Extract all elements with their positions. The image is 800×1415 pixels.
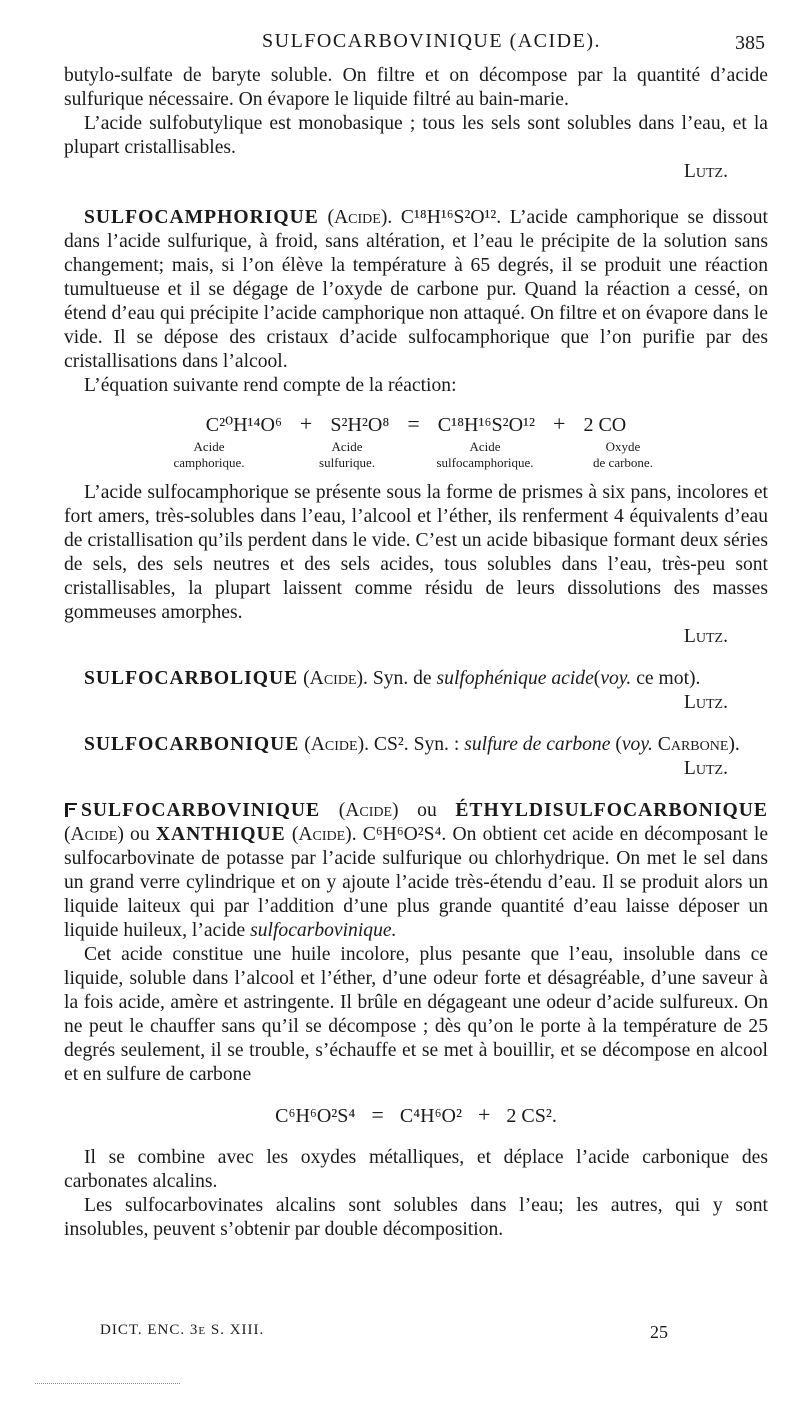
equation-operator: + xyxy=(477,1102,491,1127)
author-signature: Lutz. xyxy=(683,626,728,647)
entry-qualifier: (Acide). xyxy=(304,734,369,755)
running-header xyxy=(0,30,800,56)
equation-term: C¹⁸H¹⁶S²O¹² xyxy=(437,414,536,436)
entry-text: On obtient cet acide en décomposant le sulfocarbovinate de potasse par l’acide sulfurique ou chlorhydrique. On met le sel dans un grand verre cylindrique et on y ajoute l’acide très-étendu d’eau. Il se produit alors un liquide laiteux qui par l’addition d’une plus grande quantité d’eau laisse déposer un liquide huileux, l’acide xyxy=(64,824,769,941)
equation-label: Acide sulfurique. xyxy=(319,439,375,470)
entry-qualifier: (Acide). xyxy=(327,207,393,228)
entry-headword-alt: XANTHIQUE xyxy=(155,824,286,845)
paragraph: L’acide sulfocamphorique se présente sous la forme de prismes à six pans, incolores et fort amers, très-solubles dans l’eau, l’alcool et l’éther, ils renferment 4 équivalents d’eau de cristallisation qu’ils perdent dans le vide. C’est un acide bibasique formant deux séries de sels, des sels neutres et des sels acides, tous solubles dans l’eau, très-peu sont cristallisables, la plupart laissent comme résidu de leurs dissolutions des masses gommeuses amorphes. xyxy=(64,482,768,623)
equation-term: C²⁰H¹⁴O⁶ xyxy=(205,414,282,436)
dotted-rule xyxy=(35,1383,180,1384)
paragraph: L’acide sulfobutylique est monobasique ; tous les sels sont solubles dans l’eau, et la plupart cristallisables. xyxy=(64,113,768,158)
entry-text: Syn. : xyxy=(413,734,460,755)
page-footer xyxy=(0,1322,800,1346)
entry-sulfocarbonique: SULFOCARBONIQUE (Acide). CS². Syn. : sulfure de carbone (voy. Carbone). Lutz. xyxy=(64,733,768,781)
entry-sulfocamphorique xyxy=(64,206,768,649)
entry-sulfocarbolique: SULFOCARBOLIQUE (Acide). Syn. de sulfophénique acide(voy. ce mot). Lutz. xyxy=(64,667,768,715)
equation-operator: + xyxy=(553,411,566,436)
equation-label: Oxyde de carbone. xyxy=(593,439,653,470)
page-number: 385 xyxy=(735,32,765,54)
author-signature: Lutz. xyxy=(683,758,728,779)
author-signature: Lutz. xyxy=(683,692,728,713)
equation-term: C⁴H⁶O² xyxy=(399,1105,462,1127)
paragraph: Il se combine avec les oxydes métalliques, et déplace l’acide carbonique des carbonates alcalins. xyxy=(64,1147,768,1192)
equation-term: C⁶H⁶O²S⁴ xyxy=(275,1105,356,1127)
entry-sulfobutylique-continued xyxy=(64,64,768,184)
reaction-equation xyxy=(64,412,768,437)
chemical-formula: CS². xyxy=(373,734,409,755)
entry-headword: SULFOCARBOVINIQUE xyxy=(81,800,321,821)
entry-text: Syn. de xyxy=(372,668,432,689)
equation-intro: L’équation suivante rend compte de la réaction: xyxy=(84,375,457,396)
entry-headword-alt: ÉTHYLDISULFOCARBONIQUE xyxy=(455,800,769,821)
equation-term: 2 CS². xyxy=(506,1105,557,1127)
paragraph: butylo-sulfate de baryte soluble. On filtre et on décompose par la quantité d’acide sulfurique nécessaire. On évapore le liquide filtré au bain-marie. xyxy=(64,65,768,110)
equation-term: 2 CO xyxy=(583,414,627,436)
equation-operator: = xyxy=(407,411,420,436)
entry-headword: SULFOCAMPHORIQUE xyxy=(84,207,319,228)
equation-operator: + xyxy=(299,411,313,436)
equation-label: Acide camphorique. xyxy=(173,439,245,470)
printer-signature-mark: DICT. ENC. 3e S. XIII. xyxy=(100,1322,265,1338)
chemical-formula: C⁶H⁶O²S⁴. xyxy=(362,824,447,845)
fleuron-mark-icon xyxy=(64,802,78,818)
entry-text: L’acide camphorique se dissout dans l’acide sulfurique, à froid, sans altération, et l’eau le précipite de la solution sans changement; mais, si l’on élève la température à 65 degrés, il se produit une réaction tumultueuse et il se dégage de l’oxyde de carbone pur. Quand la réaction a cessé, on étend d’eau qui précipite l’acide camphorique non attaqué. On filtre et on évapore dans le vide. Il se dépose des cristaux d’acide sulfocamphorique que l’on purifie par des cristallisations dans l’alcool. xyxy=(64,207,768,372)
entry-sulfocarbovinique: SULFOCARBOVINIQUE (Acide) ou ÉTHYLDISULFOCARBONIQUE (Acide) ou XANTHIQUE (Acide). C⁶H⁶O²S⁴. On obtient cet acide en décomposant le sulfocarbovinate de potasse par l’acide sulfurique ou chlorhydrique. On met le sel dans un grand verre cylindrique et on y ajoute l’acide très-étendu d’eau. Il se produit alors un liquide laiteux qui par l’addition d’une plus grande quantité d’eau laisse déposer un liquide huileux, l’acide sulfocarbovinique. Cet acide constitue une huile incolore, plus pesante que l’eau, insoluble dans ce liquide, soluble dans l’alcool et l’éther, d’une odeur forte et désagréable, d’une saveur à la fois acide, amère et astringente. Il brûle en dégageant une odeur d’acide sulfureux. On ne peut le chauffer sans qu’il se décompose ; dès qu’on le porte à la température de 25 degrés seulement, il se trouble, s’échauffe et se met à bouillir, et se décompose en alcool et en sulfure de carbone C⁶H⁶O²S⁴ = C⁴H⁶O² + 2 CS². Il se combine avec les oxydes métalliques, et déplace l’acide carbonique des carbonates alcalins. Les sulfocarbovinates alcalins sont solubles dans l’eau; les autres, qui y sont insolubles, peuvent s’obtenir par double décomposition. xyxy=(64,800,769,1240)
author-signature: Lutz. xyxy=(683,161,728,182)
entry-headword: SULFOCARBONIQUE xyxy=(84,734,300,755)
chemical-formula: C¹⁸H¹⁶S²O¹². xyxy=(400,207,502,228)
equation-term: S²H²O⁸ xyxy=(330,414,390,436)
equation-label: Acide sulfocamphorique. xyxy=(436,439,534,470)
entry-qualifier: (Acide) xyxy=(338,800,399,821)
paragraph: Cet acide constitue une huile incolore, plus pesante que l’eau, insoluble dans ce liquide, soluble dans l’alcool et l’éther, d’une odeur forte et désagréable, d’une saveur à la fois acide, amère et astringente. Il brûle en dégageant une odeur d’acide sulfureux. On ne peut le chauffer sans qu’il se décompose ; dès qu’on le porte à la température de 25 degrés seulement, il se trouble, s’échauffe et se met à bouillir, et se décompose en alcool et en sulfure de carbone xyxy=(64,944,768,1085)
equation-operator: = xyxy=(371,1102,384,1127)
entry-qualifier: (Acide). xyxy=(303,668,368,689)
running-title: SULFOCARBOVINIQUE (ACIDE). xyxy=(262,30,601,52)
decomposition-equation xyxy=(64,1103,768,1128)
equation-labels xyxy=(64,439,768,471)
page-body xyxy=(64,64,768,1242)
sheet-number: 25 xyxy=(650,1322,668,1342)
paragraph: Les sulfocarbovinates alcalins sont solubles dans l’eau; les autres, qui y sont insolubles, peuvent s’obtenir par double décomposition. xyxy=(64,1195,768,1240)
entry-headword: SULFOCARBOLIQUE xyxy=(84,668,299,689)
cross-reference: sulfophénique acide xyxy=(436,668,594,689)
cross-reference: sulfure de carbone xyxy=(464,734,611,755)
